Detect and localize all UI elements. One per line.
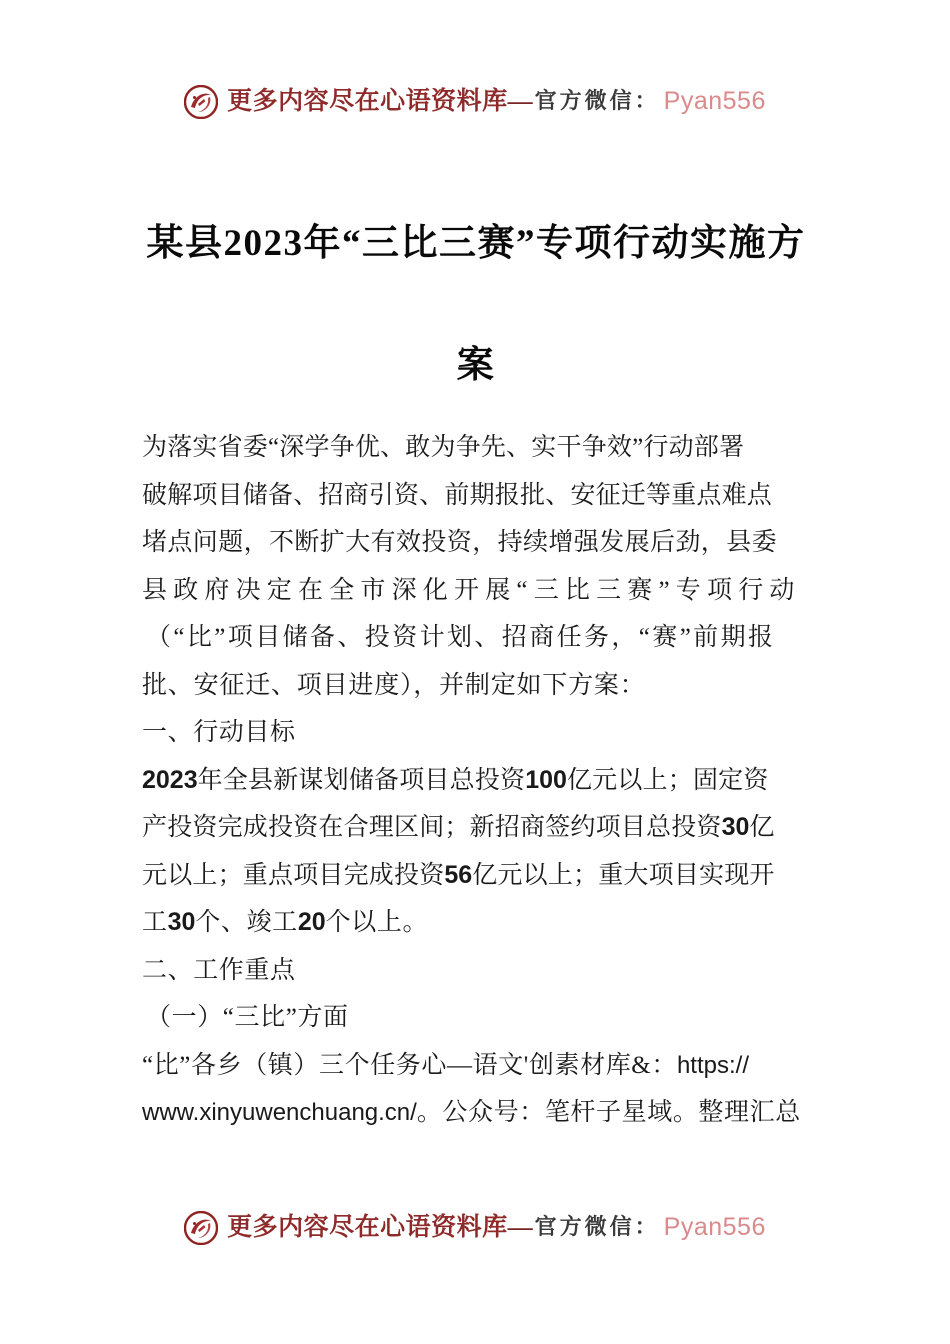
watermark-brand-text: 更多内容尽在心语资料库 (227, 87, 508, 115)
section-heading-1: 一、行动目标 (142, 719, 296, 746)
body-line: 县政府决定在全市深化开展“三比三赛”专项行动 (142, 576, 801, 604)
watermark-wechat-id: Pyan556 (663, 86, 766, 115)
body-line: 2023年全县新谋划储备项目总投资100亿元以上；固定资 (142, 765, 769, 794)
body-line-with-source-url: www.xinyuwenchuang.cn/。公众号：笔杆子星域。整理汇总 (142, 1099, 801, 1126)
body-line: 元以上；重点项目完成投资56亿元以上；重大项目实现开 (142, 860, 775, 889)
section-heading-2: 二、工作重点 (142, 956, 296, 984)
body-line: 堵点问题，不断扩大有效投资，持续增强发展后劲，县委 (142, 529, 778, 556)
watermark-dash: — (507, 87, 533, 115)
circular-swirl-logo-icon (184, 85, 218, 119)
watermark-wechat-id: Pyan556 (663, 1212, 766, 1241)
footer-watermark (0, 1210, 950, 1244)
subsection-heading-1: （一）“三比”方面 (146, 1004, 349, 1031)
page-title (140, 183, 812, 427)
circular-swirl-logo-icon (184, 1211, 218, 1245)
body-line: 为落实省委“深学争优、敢为争先、实干争效”行动部署 (142, 434, 745, 461)
watermark-dash: — (507, 1213, 533, 1241)
body-line-with-source-watermark: “比”各乡（镇）三个任务心—语文'创素材库&：https:// (142, 1051, 749, 1079)
title-line-1: 某县2023年“三比三赛”专项行动实施方 (146, 222, 806, 264)
header-watermark (0, 84, 950, 118)
watermark-brand-text: 更多内容尽在心语资料库 (227, 1213, 508, 1241)
body-line: 破解项目储备、招商引资、前期报批、安征迁等重点难点 (142, 481, 773, 509)
body-line: 产投资完成投资在合理区间；新招商签约项目总投资30亿 (142, 813, 775, 841)
watermark-label: 官方微信： (534, 1214, 660, 1239)
body-line: 工30个、竣工20个以上。 (142, 908, 429, 936)
document-body (142, 424, 814, 1137)
body-line: 批、安征迁、项目进度），并制定如下方案： (142, 671, 646, 699)
title-line-2: 案 (456, 344, 496, 386)
body-line: （“比”项目储备、投资计划、招商任务，“赛”前期报 (146, 624, 776, 651)
watermark-label: 官方微信： (534, 88, 660, 113)
